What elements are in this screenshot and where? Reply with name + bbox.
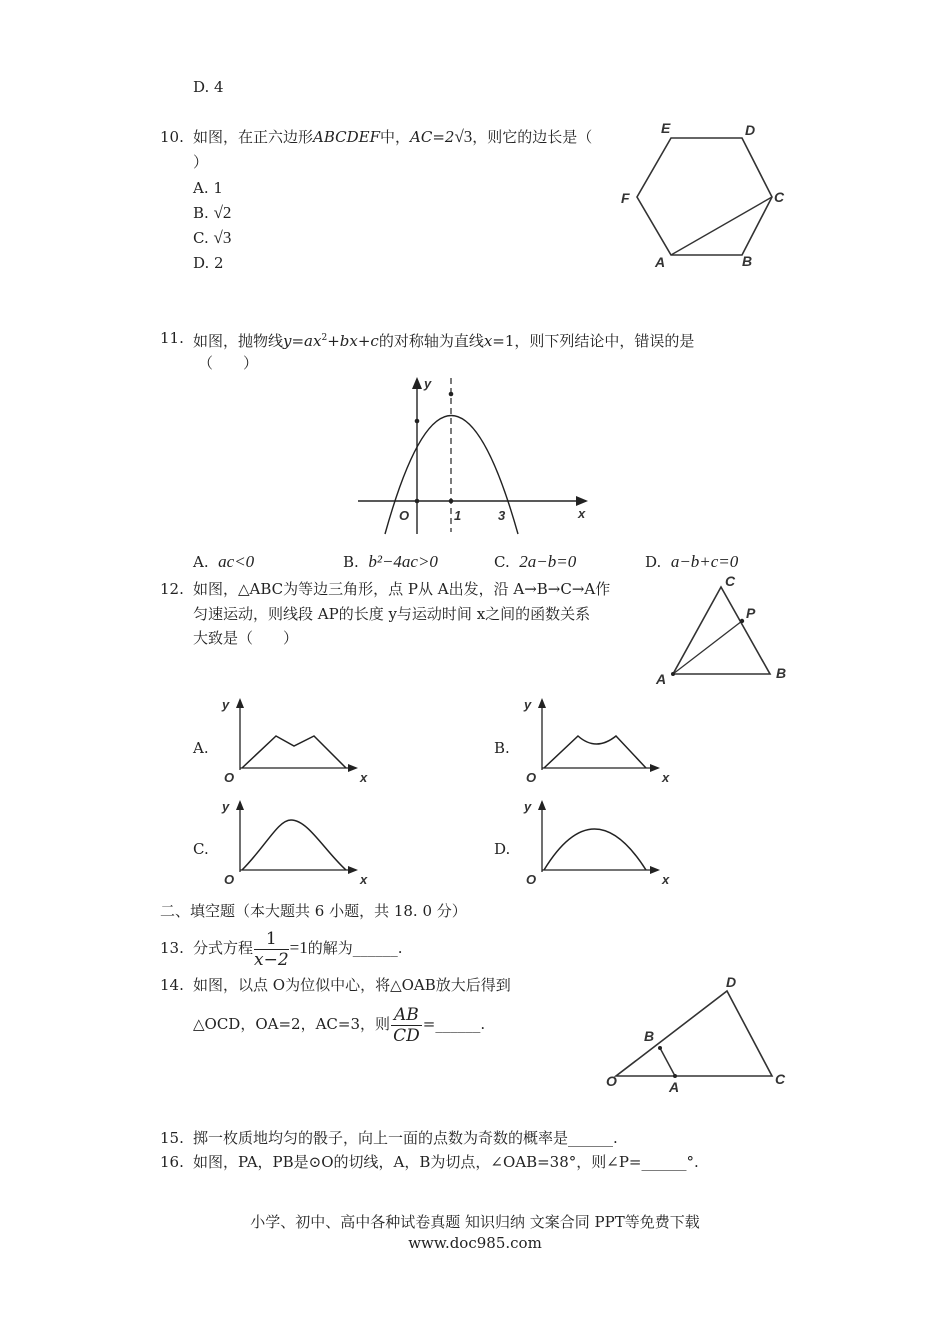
tri-label-p: P	[746, 605, 756, 621]
svg-text:y: y	[222, 799, 230, 814]
svg-text:O: O	[526, 770, 537, 785]
q11-option-a: A. ac<0	[193, 552, 255, 571]
hex-label-e: E	[661, 120, 671, 136]
homothety-figure	[600, 968, 800, 1098]
svg-text:y: y	[524, 697, 532, 712]
q9-option-d: D. 4	[193, 78, 224, 96]
q14-number: 14.	[160, 976, 184, 994]
sim-label-c: C	[775, 1071, 786, 1087]
q15-number: 15.	[160, 1129, 184, 1147]
svg-text:O: O	[224, 872, 235, 887]
q12-option-b: B.	[494, 739, 510, 757]
hex-label-c: C	[774, 189, 785, 205]
graph-tick-3: 3	[498, 508, 506, 523]
footer-line-1: 小学、初中、高中各种试卷真题 知识归纳 文案合同 PPT等免费下载	[250, 1213, 700, 1231]
tri-label-b: B	[776, 665, 787, 681]
q14-line-2: △OCD，OA=2，AC=3，则 $\frac{AB}{CD}$ =______.	[193, 1004, 486, 1046]
q16-number: 16.	[160, 1153, 184, 1171]
q12-option-c: C.	[193, 840, 209, 858]
tri-label-c: C	[725, 573, 736, 589]
graph-y-label: y	[424, 376, 432, 391]
q10-option-d: D. 2	[193, 254, 224, 272]
q12-graph-c	[216, 796, 376, 890]
q12-graph-d	[518, 796, 678, 890]
sim-label-b: B	[644, 1028, 655, 1044]
q12-option-a: A.	[193, 739, 209, 757]
svg-text:x: x	[360, 872, 368, 887]
q10-stem: 如图，在正六边形ABCDEF中，AC=2√3，则它的边长是（	[193, 127, 593, 146]
sim-label-o: O	[606, 1073, 617, 1089]
q10-stem-close: ）	[193, 153, 209, 171]
hex-label-a: A	[655, 254, 666, 270]
q10-option-c: C. √3	[193, 228, 232, 247]
svg-text:O: O	[526, 872, 537, 887]
graph-origin-label: O	[399, 508, 410, 523]
parabola-graph	[352, 372, 597, 540]
q11-option-b: B. b²−4ac>0	[343, 552, 438, 571]
svg-text:x: x	[360, 770, 368, 785]
q14-line-1: 如图，以点 O为位似中心，将△OAB放大后得到	[193, 976, 511, 994]
q11-stem: 如图，抛物线$y=ax^2+bx+c$的对称轴为直线x=1，则下列结论中，错误的是	[193, 332, 695, 350]
q12-line-1: 如图，△ABC为等边三角形，点 P从 A出发，沿 A→B→C→A作	[193, 580, 611, 598]
svg-text:x: x	[662, 872, 670, 887]
q11-number: 11.	[160, 329, 184, 347]
hex-label-d: D	[745, 122, 756, 138]
q15-text: 掷一枚质地均匀的骰子，向上一面的点数为奇数的概率是______.	[193, 1129, 618, 1147]
q10-option-b: B. √2	[193, 203, 232, 222]
hex-label-b: B	[742, 253, 753, 269]
q12-option-d: D.	[494, 840, 511, 858]
svg-text:y: y	[222, 697, 230, 712]
svg-text:y: y	[524, 799, 532, 814]
q13-number: 13.	[160, 939, 184, 957]
triangle-figure	[652, 568, 802, 692]
hex-label-f: F	[621, 190, 630, 206]
svg-text:O: O	[224, 770, 235, 785]
q12-graph-b	[518, 696, 678, 788]
footer-url[interactable]: www.doc985.com	[408, 1234, 542, 1252]
q11-paren: （ ）	[198, 354, 259, 372]
q12-line-2: 匀速运动，则线段 AP的长度 y与运动时间 x之间的函数关系	[193, 605, 591, 623]
hexagon-figure	[610, 115, 800, 275]
graph-tick-1: 1	[454, 508, 462, 523]
q10-option-a: A. 1	[193, 179, 223, 197]
sim-label-d: D	[726, 974, 737, 990]
graph-x-label: x	[578, 506, 586, 521]
q10-number: 10.	[160, 128, 184, 146]
q12-number: 12.	[160, 580, 184, 598]
q11-option-c: C. 2a−b=0	[494, 552, 577, 571]
svg-text:x: x	[662, 770, 670, 785]
q12-graph-a	[216, 696, 376, 788]
q16-text: 如图，PA，PB是⊙O的切线，A，B为切点，∠OAB=38°，则∠P=______°.	[193, 1153, 699, 1171]
section-2-title: 二、填空题（本大题共 6 小题，共 18. 0 分）	[160, 902, 467, 920]
q13-stem: 分式方程 $\frac{1}{x-2}$ =1的解为______.	[193, 928, 403, 970]
q11-option-d: D. a−b+c=0	[645, 552, 739, 571]
sim-label-a: A	[669, 1079, 680, 1095]
tri-label-a: A	[656, 671, 667, 687]
q12-line-3: 大致是（ ）	[193, 629, 299, 647]
